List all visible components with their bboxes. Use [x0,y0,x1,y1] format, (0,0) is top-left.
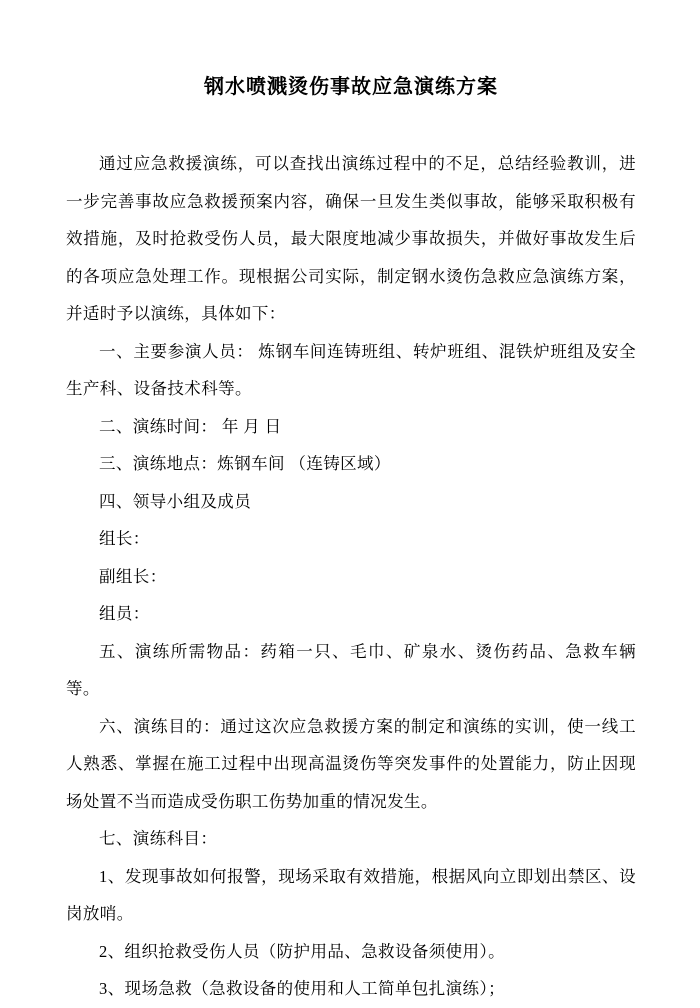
paragraph-group-leader: 组长： [99,529,150,548]
document-title: 钢水喷溅烫伤事故应急演练方案 [204,76,498,98]
paragraph-subject-3: 3、现场急救（急救设备的使用和人工简单包扎演练）； [99,979,505,998]
paragraph-intro: 通过应急救援演练，可以查找出演练过程中的不足，总结经验教训，进一步完善事故应急救援预案内容，确保一旦发生类似事故，能够采取积极有效措施，及时抢救受伤人员，最大限度地减少事故损失，并做好事故发生后的各项应急处理工作。现根据公司实际，制定钢水烫伤急救应急演练方案，并适时予以演练，具体如下： [66,154,636,323]
paragraph-location: 三、演练地点：炼钢车间 （连铸区域） [99,454,391,473]
paragraph-subjects-heading: 七、演练科目： [99,829,218,848]
paragraph-participants: 一、主要参演人员： 炼钢车间连铸班组、转炉班组、混铁炉班组及安全生产科、设备技术科等。 [66,341,636,398]
paragraph-members: 组员： [99,604,150,623]
paragraph-leading-group: 四、领导小组及成员 [99,491,252,511]
document-body [66,145,636,1008]
paragraph-purpose: 六、演练目的：通过这次应急救援方案的制定和演练的实训，使一线工人熟悉、掌握在施工过程中出现高温烫伤等突发事件的处置能力，防止因现场处置不当而造成受伤职工伤势加重的情况发生。 [66,716,636,811]
paragraph-time: 二、演练时间： 年 月 日 [99,416,282,436]
paragraph-subject-2: 2、组织抢救受伤人员（防护用品、急救设备须使用）。 [99,941,505,961]
paragraph-deputy-leader: 副组长： [99,566,167,586]
paragraph-supplies: 五、演练所需物品：药箱一只、毛巾、矿泉水、烫伤药品、急救车辆等。 [66,641,636,698]
paragraph-subject-1: 1、发现事故如何报警，现场采取有效措施，根据风向立即划出禁区、设岗放哨。 [66,866,636,923]
